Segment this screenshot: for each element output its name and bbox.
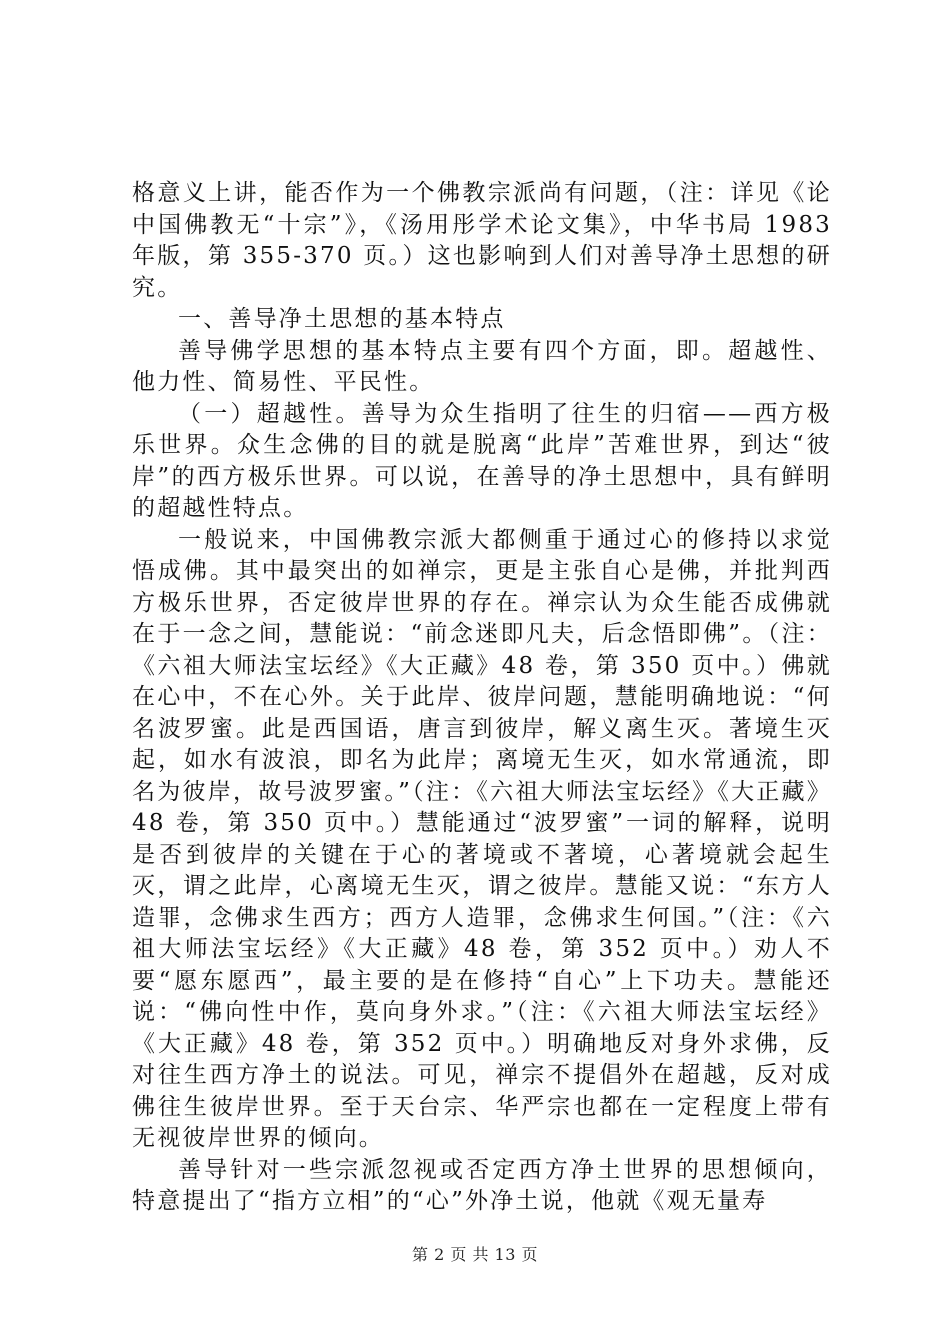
paragraph-features: 善导佛学思想的基本特点主要有四个方面，即。超越性、他力性、简易性、平民性。: [132, 337, 832, 395]
page-number-footer: 第 2 页 共 13 页: [412, 1245, 538, 1264]
paragraph-continuation: 格意义上讲，能否作为一个佛教宗派尚有问题，（注：详见《论中国佛教无“十宗”》，《汤用彤学术论文集》，中华书局 1983 年版，第 355-370 页。）这也影响到人们对善导净土思想的研究。: [132, 180, 832, 301]
paragraph-transcendence: （一）超越性。善导为众生指明了往生的归宿——西方极乐世界。众生念佛的目的就是脱离“此岸”苦难世界，到达“彼岸”的西方极乐世界。可以说，在善导的净土思想中，具有鲜明的超越性特点。: [132, 400, 832, 521]
paragraph-shandao: 善导针对一些宗派忽视或否定西方净土世界的思想倾向，特意提出了“指方立相”的“心”外净土说，他就《观无量寿: [132, 1156, 832, 1214]
document-body: [132, 178, 832, 1218]
paragraph-chan-school: 一般说来，中国佛教宗派大都侧重于通过心的修持以求觉悟成佛。其中最突出的如禅宗，更是主张自心是佛，并批判西方极乐世界，否定彼岸世界的存在。禅宗认为众生能否成佛就在于一念之间，慧能说：“前念迷即凡夫，后念悟即佛”。（注：《六祖大师法宝坛经》《大正藏》48 卷，第 350 页中。）佛就在心中，不在心外。关于此岸、彼岸问题，慧能明确地说：“何名波罗蜜。此是西国语，唐言到彼岸，解义离生灭。著境生灭起，如水有波浪，即名为此岸；离境无生灭，如水常通流，即名为彼岸，故号波罗蜜。”（注：《六祖大师法宝坛经》《大正藏》48 卷，第 350 页中。）慧能通过“波罗蜜”一词的解释，说明是否到彼岸的关键在于心的著境或不著境，心著境就会起生灭，谓之此岸，心离境无生灭，谓之彼岸。慧能又说：“东方人造罪，念佛求生西方；西方人造罪，念佛求生何国。”（注：《六祖大师法宝坛经》《大正藏》48 卷，第 352 页中。）劝人不要“愿东愿西”，最主要的是在修持“自心”上下功夫。慧能还说：“佛向性中作，莫向身外求。”（注：《六祖大师法宝坛经》《大正藏》48 卷，第 352 页中。）明确地反对身外求佛，反对往生西方净土的说法。可见，禅宗不提倡外在超越，反对成佛往生彼岸世界。至于天台宗、华严宗也都在一定程度上带有无视彼岸世界的倾向。: [132, 526, 832, 1151]
section-heading: 一、善导净土思想的基本特点: [178, 306, 506, 332]
